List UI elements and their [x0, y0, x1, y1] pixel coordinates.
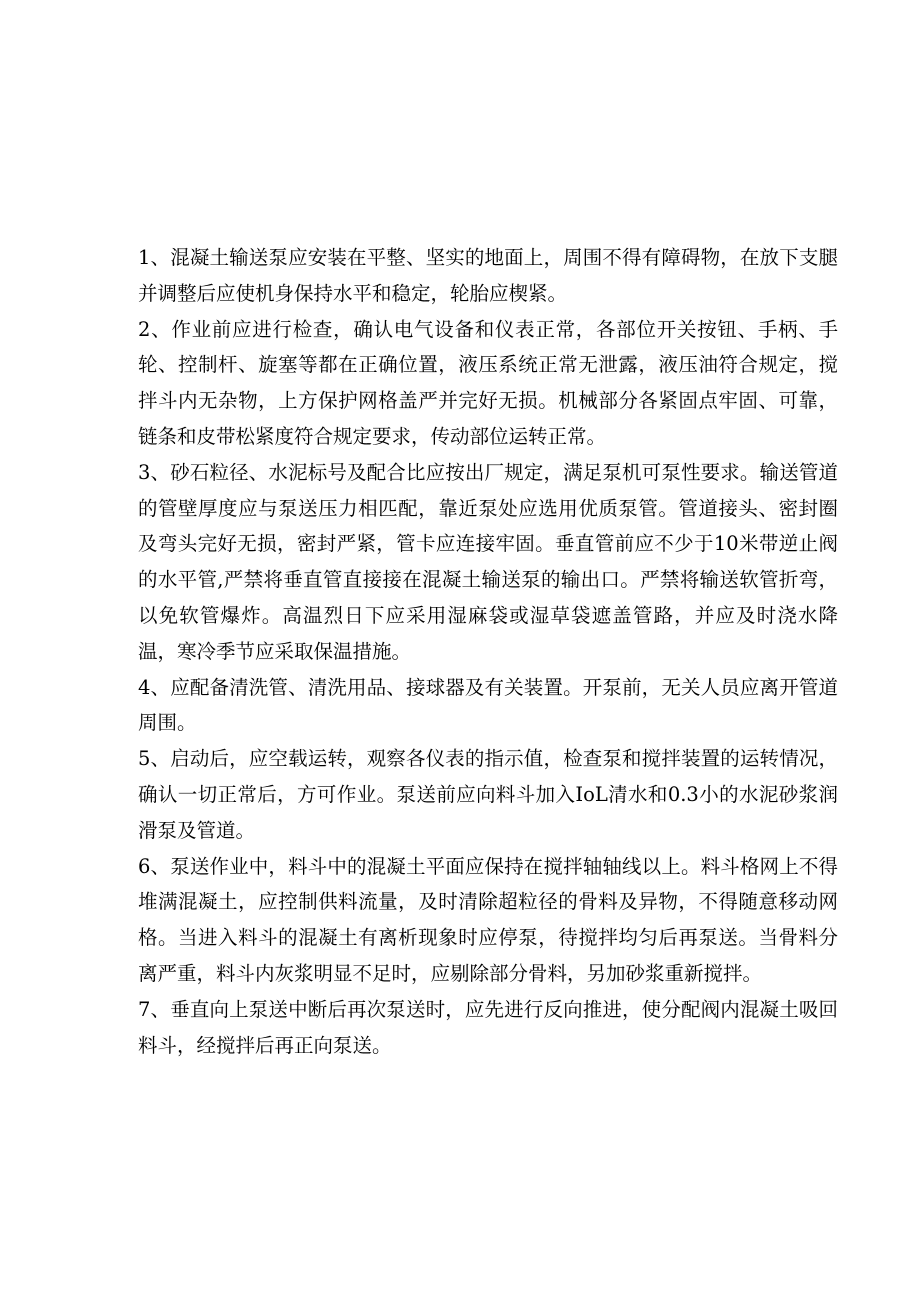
paragraph-item-3: 3、砂石粒径、水泥标号及配合比应按出厂规定，满足泵机可泵性要求。输送管道的管壁厚度应与泵送压力相匹配，靠近泵处应选用优质泵管。管道接头、密封圈及弯头完好无损，密封严紧，管卡应连接牢固。垂直管前应不少于10米带逆止阀的水平管,严禁将垂直管直接接在混凝土输送泵的输出口。严禁将输送软管折弯，以免软管爆炸。高温烈日下应采用湿麻袋或湿草袋遮盖管路，并应及时浇水降温，寒冷季节应采取保温措施。: [138, 460, 838, 663]
paragraph-item-6: 6、泵送作业中，料斗中的混凝土平面应保持在搅拌轴轴线以上。料斗格网上不得堆满混凝土，应控制供料流量，及时清除超粒径的骨料及异物，不得随意移动网格。当进入料斗的混凝土有离析现象时应停泵，待搅拌均匀后再泵送。当骨料分离严重，料斗内灰浆明显不足时，应剔除部分骨料，另加砂浆重新搅拌。: [138, 854, 838, 985]
paragraph-item-5: 5、启动后，应空载运转，观察各仪表的指示值，检查泵和搅拌装置的运转情况，确认一切正常后，方可作业。泵送前应向料斗加入IoL清水和0.3小的水泥砂浆润滑泵及管道。: [138, 747, 838, 842]
paragraph-item-7: 7、垂直向上泵送中断后再次泵送时，应先进行反向推进，使分配阀内混凝土吸回料斗，经搅拌后再正向泵送。: [138, 997, 838, 1057]
paragraph-item-1: 1、混凝土输送泵应安装在平整、坚实的地面上，周围不得有障碍物，在放下支腿并调整后应使机身保持水平和稳定，轮胎应楔紧。: [138, 246, 838, 305]
paragraph-item-4: 4、应配备清洗管、清洗用品、接球器及有关装置。开泵前，无关人员应离开管道周围。: [138, 675, 838, 735]
document-body: [138, 240, 838, 1063]
paragraph-item-2: 2、作业前应进行检查，确认电气设备和仪表正常，各部位开关按钮、手柄、手轮、控制杆、旋塞等都在正确位置，液压系统正常无泄露，液压油符合规定，搅拌斗内无杂物，上方保护网格盖严并完好无损。机械部分各紧固点牢固、可靠，链条和皮带松紧度符合规定要求，传动部位运转正常。: [138, 317, 838, 448]
